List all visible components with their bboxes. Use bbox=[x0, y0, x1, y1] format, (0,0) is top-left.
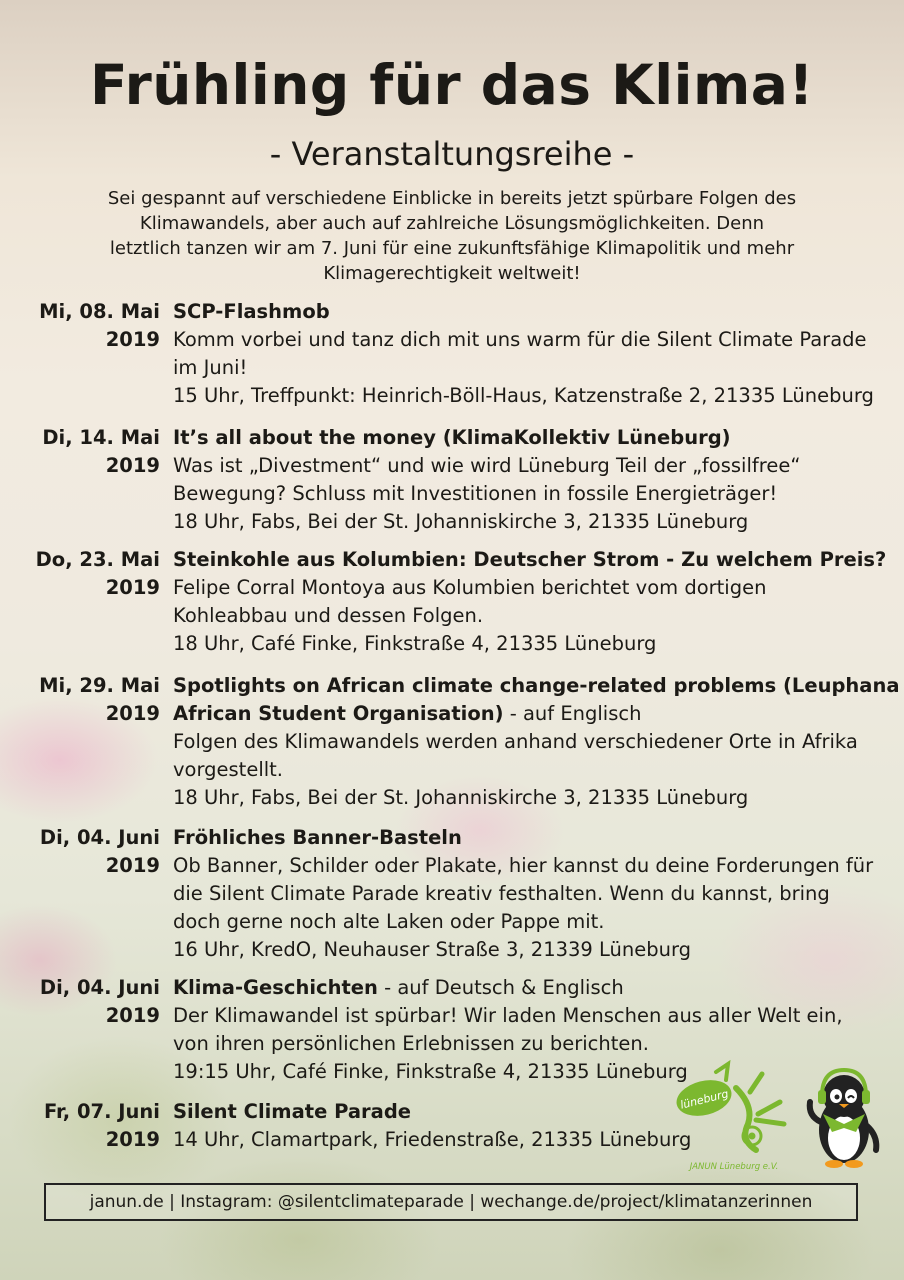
event-year: 2019 bbox=[105, 854, 160, 877]
event-location: 15 Uhr, Treffpunkt: Heinrich-Böll-Haus, Katzenstraße 2, 21335 Lüneburg bbox=[173, 384, 874, 407]
event-date bbox=[0, 974, 160, 1030]
event-title-line bbox=[173, 700, 873, 728]
event-date bbox=[0, 298, 160, 354]
event-day: Di, 14. Mai bbox=[42, 426, 160, 449]
intro-line: letztlich tanzen wir am 7. Juni für eine zukunftsfähige Klimapolitik und mehr bbox=[109, 238, 795, 259]
event-year: 2019 bbox=[105, 702, 160, 725]
event-body bbox=[173, 424, 873, 536]
event-year: 2019 bbox=[105, 576, 160, 599]
intro-line: Klimawandels, aber auch auf zahlreiche Lösungsmöglichkeiten. Denn bbox=[139, 213, 765, 234]
event-location: 18 Uhr, Fabs, Bei der St. Johanniskirche 3, 21335 Lüneburg bbox=[173, 786, 749, 809]
event-location: 14 Uhr, Clamartpark, Friedenstraße, 21335 Lüneburg bbox=[173, 1128, 692, 1151]
logos bbox=[676, 1058, 886, 1178]
event-year: 2019 bbox=[105, 328, 160, 351]
logo-caption: JANUN Lüneburg e.V. bbox=[689, 1162, 779, 1172]
event-description: im Juni! bbox=[173, 356, 248, 379]
event-description: Felipe Corral Montoya aus Kolumbien berichtet vom dortigen bbox=[173, 576, 767, 599]
event-year: 2019 bbox=[105, 1004, 160, 1027]
event-title: Steinkohle aus Kolumbien: Deutscher Strom - Zu welchem Preis? bbox=[173, 548, 887, 571]
event-description: Was ist „Divestment“ und wie wird Lüneburg Teil der „fossilfree“ bbox=[173, 454, 801, 477]
event-description: Ob Banner, Schilder oder Plakate, hier kannst du deine Forderungen für bbox=[173, 854, 874, 877]
event-location: 19:15 Uhr, Café Finke, Finkstraße 4, 21335 Lüneburg bbox=[173, 1060, 688, 1083]
event-language-note: - auf Englisch bbox=[503, 702, 642, 725]
footer-links: janun.de | Instagram: @silentclimateparade | wechange.de/project/klimatanzerinnen bbox=[44, 1183, 858, 1221]
event-title-line bbox=[173, 974, 873, 1002]
intro-line: Sei gespannt auf verschiedene Einblicke in bereits jetzt spürbare Folgen des bbox=[107, 188, 797, 209]
event-date bbox=[0, 424, 160, 480]
event-day: Fr, 07. Juni bbox=[43, 1100, 160, 1123]
event-description: Folgen des Klimawandels werden anhand verschiedener Orte in Afrika bbox=[173, 730, 858, 753]
event-location: 18 Uhr, Café Finke, Finkstraße 4, 21335 Lüneburg bbox=[173, 632, 657, 655]
event-location: 16 Uhr, KredO, Neuhauser Straße 3, 21339 Lüneburg bbox=[173, 938, 692, 961]
event-description: die Silent Climate Parade kreativ festhalten. Wenn du kannst, bring bbox=[173, 882, 830, 905]
event-day: Di, 04. Juni bbox=[39, 826, 160, 849]
event-description: doch gerne noch alte Laken oder Pappe mit. bbox=[173, 910, 605, 933]
event-day: Mi, 29. Mai bbox=[39, 674, 160, 697]
event-day: Mi, 08. Mai bbox=[39, 300, 160, 323]
event-title: Fröhliches Banner-Basteln bbox=[173, 826, 462, 849]
event-description: von ihren persönlichen Erlebnissen zu berichten. bbox=[173, 1032, 649, 1055]
event-title: SCP-Flashmob bbox=[173, 300, 330, 323]
event-body bbox=[173, 824, 873, 964]
event-body bbox=[173, 298, 873, 410]
penguin-mascot bbox=[810, 1070, 877, 1168]
event-title: Silent Climate Parade bbox=[173, 1100, 412, 1123]
event-title: Spotlights on African climate change-related problems (Leuphana bbox=[173, 674, 900, 697]
event-description: Bewegung? Schluss mit Investitionen in fossile Energieträger! bbox=[173, 482, 778, 505]
event-day: Do, 23. Mai bbox=[35, 548, 160, 571]
event-year: 2019 bbox=[105, 454, 160, 477]
event-date bbox=[0, 1098, 160, 1154]
page-subtitle: - Veranstaltungsreihe - bbox=[269, 135, 635, 173]
event-date bbox=[0, 672, 160, 728]
intro-line: Klimagerechtigkeit weltweit! bbox=[323, 263, 581, 284]
event-title: It’s all about the money (KlimaKollektiv Lüneburg) bbox=[173, 426, 731, 449]
logo-label: lüneburg bbox=[678, 1087, 730, 1112]
page-title: Frühling für das Klima! bbox=[90, 53, 814, 117]
event-year: 2019 bbox=[105, 1128, 160, 1151]
event-description: Komm vorbei und tanz dich mit uns warm für die Silent Climate Parade bbox=[173, 328, 867, 351]
janun-logo bbox=[676, 1064, 784, 1172]
event-description: Kohleabbau und dessen Folgen. bbox=[173, 604, 484, 627]
event-language-note: - auf Deutsch & Englisch bbox=[377, 976, 624, 999]
event-description: vorgestellt. bbox=[173, 758, 284, 781]
event-body bbox=[173, 546, 887, 658]
event-day: Di, 04. Juni bbox=[39, 976, 160, 999]
event-description: Der Klimawandel ist spürbar! Wir laden Menschen aus aller Welt ein, bbox=[173, 1004, 843, 1027]
event-body bbox=[173, 672, 900, 812]
event-title: Klima-Geschichten bbox=[173, 976, 378, 999]
event-title: African Student Organisation) bbox=[173, 702, 504, 725]
intro-text bbox=[100, 186, 804, 286]
event-date bbox=[0, 824, 160, 880]
event-location: 18 Uhr, Fabs, Bei der St. Johanniskirche 3, 21335 Lüneburg bbox=[173, 510, 749, 533]
event-date bbox=[0, 546, 160, 602]
